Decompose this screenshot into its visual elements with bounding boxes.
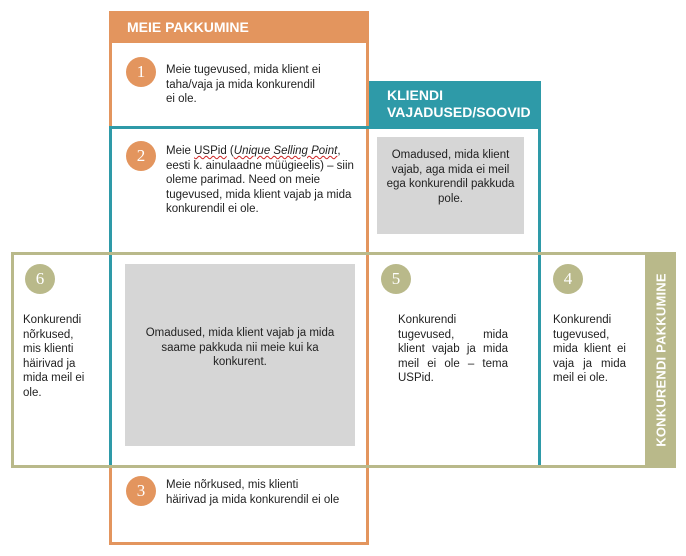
client-only-text: Omadused, mida klient vajab, aga mida ei meil ega konkurendil pakkuda pole. xyxy=(386,149,515,205)
header-client-needs-label: KLIENDI VAJADUSED/SOOVID xyxy=(387,87,531,120)
section-2-usp: USPid xyxy=(194,145,227,157)
header-competitor-offer-label: KONKURENDI PAKKUMINE xyxy=(653,273,669,447)
section-2-number: 2 xyxy=(126,141,156,171)
section-4-text: Konkurendi tugevused, mida klient ei vaja ja mida meil ei ole. xyxy=(553,314,626,384)
section-2-prefix: Meie xyxy=(166,145,195,157)
shared-text: Omadused, mida klient vajab ja mida saame pakkuda nii meie kui ka konkurent. xyxy=(145,327,335,368)
section-2-open: ( xyxy=(226,145,234,157)
header-client-needs xyxy=(369,81,541,128)
section-5-number: 5 xyxy=(381,264,411,294)
section-6-text: Konkurendi nõrkused, mis klienti häirivad ja mida meil ei ole. xyxy=(23,314,85,399)
header-our-offer xyxy=(109,11,369,43)
section-6-number: 6 xyxy=(25,264,55,294)
shared-box xyxy=(125,264,355,446)
section-2-text xyxy=(166,144,358,217)
client-only-box xyxy=(377,137,524,234)
section-2-rest: , eesti k. ainulaadne müügieelis) – siin oleme parimad. Need on meie tugevused, mida klient vajab ja mida konkurendil ei ole. xyxy=(166,145,354,215)
section-3-number: 3 xyxy=(126,476,156,506)
section-4-number: 4 xyxy=(553,264,583,294)
section-1-number: 1 xyxy=(126,57,156,87)
section-1-text: Meie tugevused, mida klient ei taha/vaja ja mida konkurendil ei ole. xyxy=(166,64,321,105)
section-3-text: Meie nõrkused, mis klienti häirivad ja mida konkurendil ei ole xyxy=(166,479,340,506)
header-our-offer-label: MEIE PAKKUMINE xyxy=(127,19,249,35)
section-2-usp-full: Unique Selling Point xyxy=(233,145,338,157)
section-5-text: Konkurendi tugevused, mida klient vajab ja mida meil ei ole – tema USPid. xyxy=(398,314,508,384)
header-competitor-offer xyxy=(646,252,676,468)
